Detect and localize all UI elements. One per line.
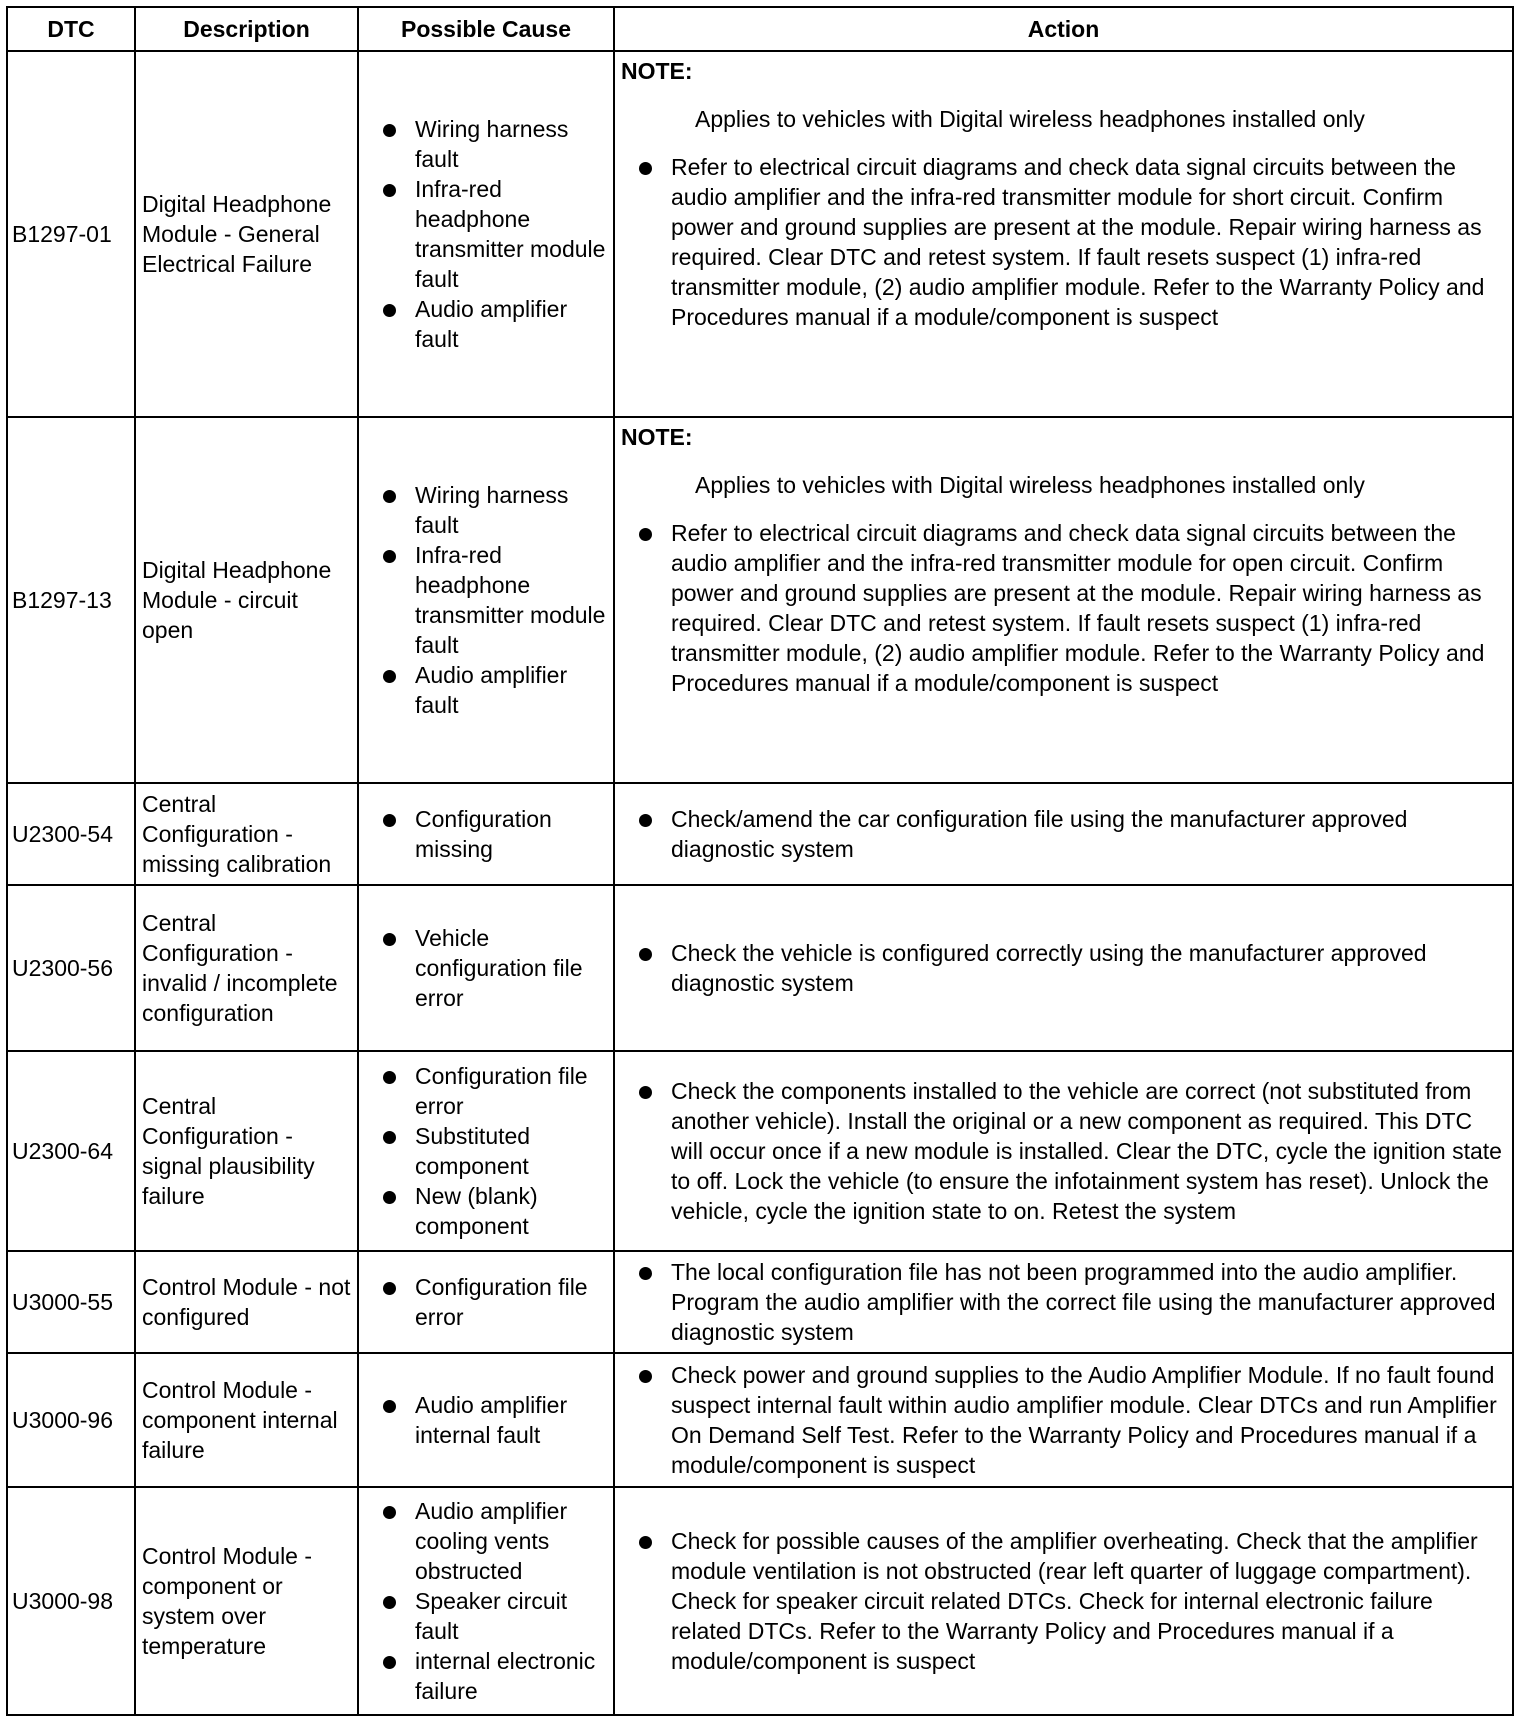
action-item: Check for possible causes of the amplifier overheating. Check that the amplifier module ventilation is not obstructed (rear left quarter of luggage compartment). Check for speaker circuit related DTCs. Check for internal electronic failure related DTCs. Refer to the Warranty Policy and Procedures manual if a module/component is suspect bbox=[621, 1526, 1506, 1676]
dtc-description: Central Configuration - missing calibration bbox=[135, 783, 358, 885]
dtc-code: U3000-98 bbox=[7, 1487, 135, 1715]
dtc-description: Digital Headphone Module - General Electrical Failure bbox=[135, 51, 358, 417]
table-row bbox=[7, 1487, 1513, 1715]
dtc-code: U3000-55 bbox=[7, 1251, 135, 1353]
note-text: Applies to vehicles with Digital wireless headphones installed only bbox=[695, 472, 1365, 498]
cause-item: New (blank) component bbox=[365, 1181, 607, 1241]
cause-item: Vehicle configuration file error bbox=[365, 923, 607, 1013]
action-item: Check/amend the car configuration file using the manufacturer approved diagnostic system bbox=[621, 804, 1506, 864]
note-text: Applies to vehicles with Digital wireless headphones installed only bbox=[695, 106, 1365, 132]
cause-item: Wiring harness fault bbox=[365, 114, 607, 174]
table-row bbox=[7, 885, 1513, 1051]
cause-item: Substituted component bbox=[365, 1121, 607, 1181]
dtc-description: Control Module - not configured bbox=[135, 1251, 358, 1353]
cause-item: Wiring harness fault bbox=[365, 480, 607, 540]
cause-list bbox=[365, 923, 607, 1013]
dtc-code: U2300-54 bbox=[7, 783, 135, 885]
cause-list bbox=[365, 1061, 607, 1241]
action-list bbox=[621, 1526, 1506, 1676]
table-row bbox=[7, 783, 1513, 885]
possible-cause-cell bbox=[358, 1251, 614, 1353]
action-cell bbox=[614, 51, 1513, 417]
action-cell bbox=[614, 1251, 1513, 1353]
action-cell bbox=[614, 417, 1513, 783]
action-cell bbox=[614, 1487, 1513, 1715]
action-list bbox=[621, 804, 1506, 864]
action-cell bbox=[614, 885, 1513, 1051]
header-dtc: DTC bbox=[7, 7, 135, 51]
dtc-code: U2300-64 bbox=[7, 1051, 135, 1251]
action-item: Check power and ground supplies to the Audio Amplifier Module. If no fault found suspect internal fault within audio amplifier module. Clear DTCs and run Amplifier On Demand Self Test. Refer to the Warranty Policy and Procedures manual if a module/component is suspect bbox=[621, 1360, 1506, 1480]
cause-item: Audio amplifier cooling vents obstructed bbox=[365, 1496, 607, 1586]
possible-cause-cell bbox=[358, 51, 614, 417]
action-item: The local configuration file has not been programmed into the audio amplifier. Program the audio amplifier with the correct file using the manufacturer approved diagnostic system bbox=[621, 1257, 1506, 1347]
cause-item: Configuration file error bbox=[365, 1061, 607, 1121]
dtc-code: U2300-56 bbox=[7, 885, 135, 1051]
action-list bbox=[621, 518, 1506, 698]
action-item: Refer to electrical circuit diagrams and check data signal circuits between the audio amplifier and the infra-red transmitter module for open circuit. Confirm power and ground supplies are present at the module. Repair wiring harness as required. Clear DTC and retest system. If fault resets suspect (1) infra-red transmitter module, (2) audio amplifier module. Refer to the Warranty Policy and Procedures manual if a module/component is suspect bbox=[621, 518, 1506, 698]
possible-cause-cell bbox=[358, 783, 614, 885]
dtc-description: Control Module - component internal failure bbox=[135, 1353, 358, 1487]
note-label: NOTE: bbox=[621, 424, 693, 450]
table-row bbox=[7, 51, 1513, 417]
cause-list bbox=[365, 804, 607, 864]
table-row bbox=[7, 1051, 1513, 1251]
cause-item: Speaker circuit fault bbox=[365, 1586, 607, 1646]
dtc-code: B1297-13 bbox=[7, 417, 135, 783]
cause-item: Audio amplifier fault bbox=[365, 294, 607, 354]
dtc-description: Control Module - component or system over temperature bbox=[135, 1487, 358, 1715]
table-row bbox=[7, 1353, 1513, 1487]
cause-item: Infra-red headphone transmitter module fault bbox=[365, 174, 607, 294]
action-list bbox=[621, 938, 1506, 998]
dtc-description: Central Configuration - invalid / incomplete configuration bbox=[135, 885, 358, 1051]
cause-item: internal electronic failure bbox=[365, 1646, 607, 1706]
action-item: Check the vehicle is configured correctly using the manufacturer approved diagnostic system bbox=[621, 938, 1506, 998]
dtc-description: Digital Headphone Module - circuit open bbox=[135, 417, 358, 783]
cause-item: Audio amplifier fault bbox=[365, 660, 607, 720]
action-cell bbox=[614, 1051, 1513, 1251]
dtc-code: B1297-01 bbox=[7, 51, 135, 417]
cause-list bbox=[365, 1272, 607, 1332]
dtc-code: U3000-96 bbox=[7, 1353, 135, 1487]
table-row bbox=[7, 417, 1513, 783]
cause-item: Configuration file error bbox=[365, 1272, 607, 1332]
note-label: NOTE: bbox=[621, 58, 693, 84]
cause-list bbox=[365, 1390, 607, 1450]
dtc-table bbox=[6, 6, 1514, 1716]
action-cell bbox=[614, 783, 1513, 885]
cause-item: Infra-red headphone transmitter module fault bbox=[365, 540, 607, 660]
possible-cause-cell bbox=[358, 1487, 614, 1715]
dtc-description: Central Configuration - signal plausibility failure bbox=[135, 1051, 358, 1251]
cause-item: Configuration missing bbox=[365, 804, 607, 864]
header-action: Action bbox=[614, 7, 1513, 51]
cause-list bbox=[365, 480, 607, 720]
action-list bbox=[621, 1257, 1506, 1347]
header-description: Description bbox=[135, 7, 358, 51]
possible-cause-cell bbox=[358, 1051, 614, 1251]
table-row bbox=[7, 1251, 1513, 1353]
action-cell bbox=[614, 1353, 1513, 1487]
possible-cause-cell bbox=[358, 885, 614, 1051]
header-row bbox=[7, 7, 1513, 51]
cause-list bbox=[365, 114, 607, 354]
possible-cause-cell bbox=[358, 417, 614, 783]
action-item: Check the components installed to the vehicle are correct (not substituted from another vehicle). Install the original or a new component as required. This DTC will occur once if a new module is installed. Clear the DTC, cycle the ignition state to off. Lock the vehicle (to ensure the infotainment system has reset). Unlock the vehicle, cycle the ignition state to on. Retest the system bbox=[621, 1076, 1506, 1226]
possible-cause-cell bbox=[358, 1353, 614, 1487]
action-list bbox=[621, 152, 1506, 332]
header-possible-cause: Possible Cause bbox=[358, 7, 614, 51]
cause-list bbox=[365, 1496, 607, 1706]
action-list bbox=[621, 1076, 1506, 1226]
cause-item: Audio amplifier internal fault bbox=[365, 1390, 607, 1450]
action-item: Refer to electrical circuit diagrams and check data signal circuits between the audio amplifier and the infra-red transmitter module for short circuit. Confirm power and ground supplies are present at the module. Repair wiring harness as required. Clear DTC and retest system. If fault resets suspect (1) infra-red transmitter module, (2) audio amplifier module. Refer to the Warranty Policy and Procedures manual if a module/component is suspect bbox=[621, 152, 1506, 332]
action-list bbox=[621, 1360, 1506, 1480]
